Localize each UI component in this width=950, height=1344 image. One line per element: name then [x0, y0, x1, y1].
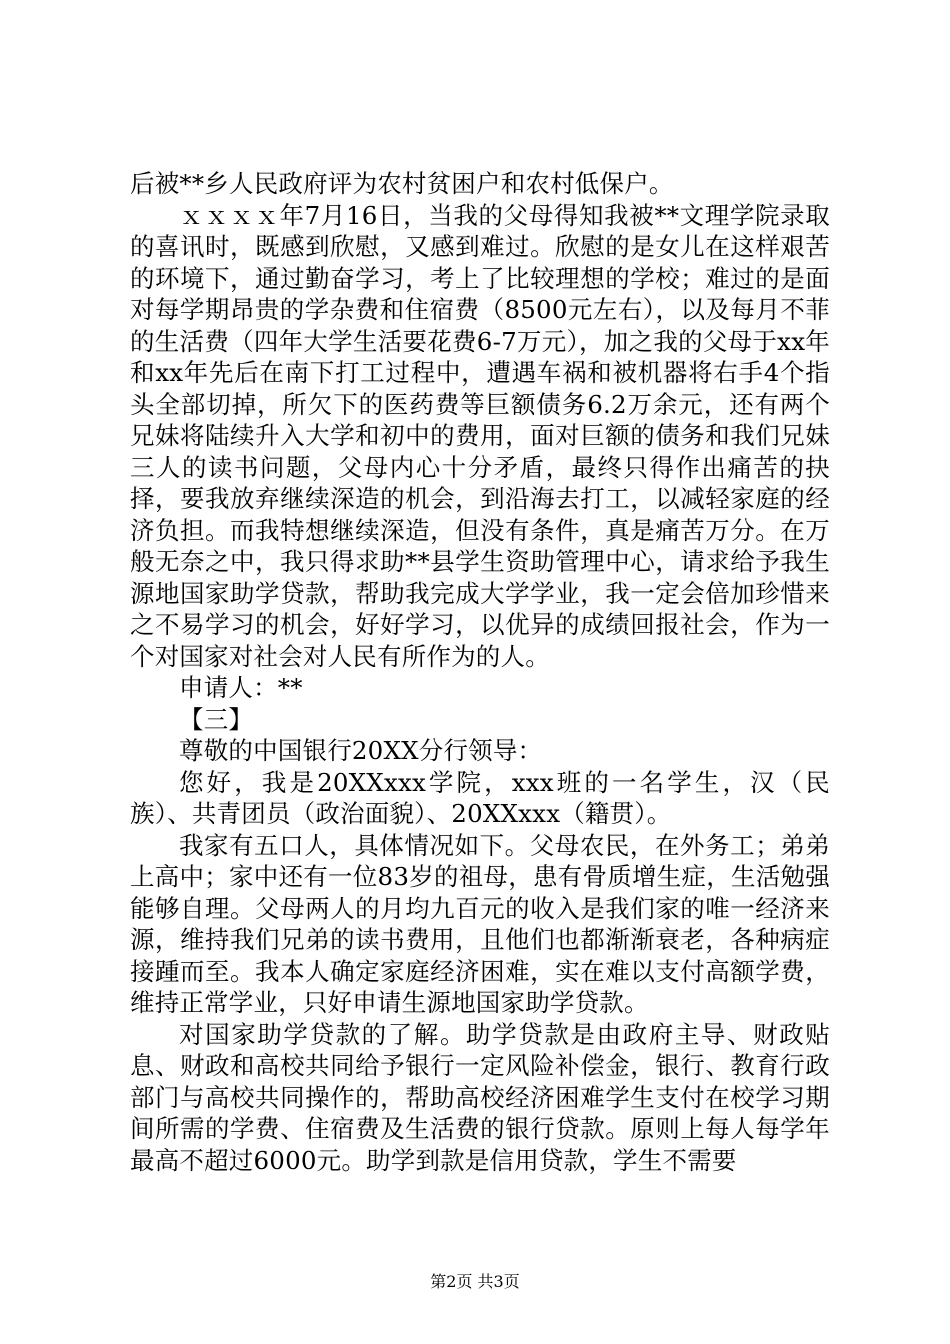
paragraph: ｘｘｘｘ年7月16日，当我的父母得知我被**文理学院录取的喜讯时，既感到欣慰，又感到难过。欣慰的是女儿在这样艰苦的环境下，通过勤奋学习，考上了比较理想的学校；难过的是面对每学期昂贵的学杂费和住宿费（8500元左右），以及每月不菲的生活费（四年大学生活要花费6-7万元），加之我的父母于xx年和xx年先后在南下打工过程中，遭遇车祸和被机器将右手4个指头全部切掉，所欠下的医药费等巨额债务6.2万余元，还有两个兄妹将陆续升入大学和初中的费用，面对巨额的债务和我们兄妹三人的读书问题，父母内心十分矛盾，最终只得作出痛苦的抉择，要我放弃继续深造的机会，到沿海去打工，以减轻家庭的经济负担。而我特想继续深造，但没有条件，真是痛苦万分。在万般无奈之中，我只得求助**县学生资助管理中心，请求给予我生源地国家助学贷款，帮助我完成大学学业，我一定会倍加珍惜来之不易学习的机会，好好学习，以优异的成绩回报社会，作为一个对国家对社会对人民有所作为的人。: [130, 200, 830, 671]
document-body: [130, 168, 830, 1176]
page-footer: [0, 1272, 950, 1292]
salutation: 尊敬的中国银行20XX分行领导：: [179, 736, 543, 765]
paragraph: 后被**乡人民政府评为农村贫困户和农村低保户。: [130, 169, 674, 198]
signature-line: 申请人：**: [179, 673, 303, 702]
paragraph: 您好，我是20XXxxx学院，xxx班的一名学生，汉（民族）、共青团员（政治面貌）、20XXxxx（籍贯）。: [130, 767, 830, 828]
page-number: 第2页 共3页: [430, 1272, 520, 1291]
paragraph: 我家有五口人，具体情况如下。父母农民，在外务工；弟弟上高中；家中还有一位83岁的祖母，患有骨质增生症，生活勉强能够自理。父母两人的月均九百元的收入是我们家的唯一经济来源，维持我们兄弟的读书费用，且他们也都渐渐衰老，各种病症接踵而至。我本人确定家庭经济困难，实在难以支付高额学费，维持正常学业，只好申请生源地国家助学贷款。: [130, 830, 830, 1017]
section-heading: 【三】: [179, 704, 254, 734]
paragraph: 对国家助学贷款的了解。助学贷款是由政府主导、财政贴息、财政和高校共同给予银行一定风险补偿金，银行、教育行政部门与高校共同操作的，帮助高校经济困难学生支付在校学习期间所需的学费、住宿费及生活费的银行贷款。原则上每人每学年最高不超过6000元。助学到款是信用贷款，学生不需要: [130, 1019, 830, 1175]
